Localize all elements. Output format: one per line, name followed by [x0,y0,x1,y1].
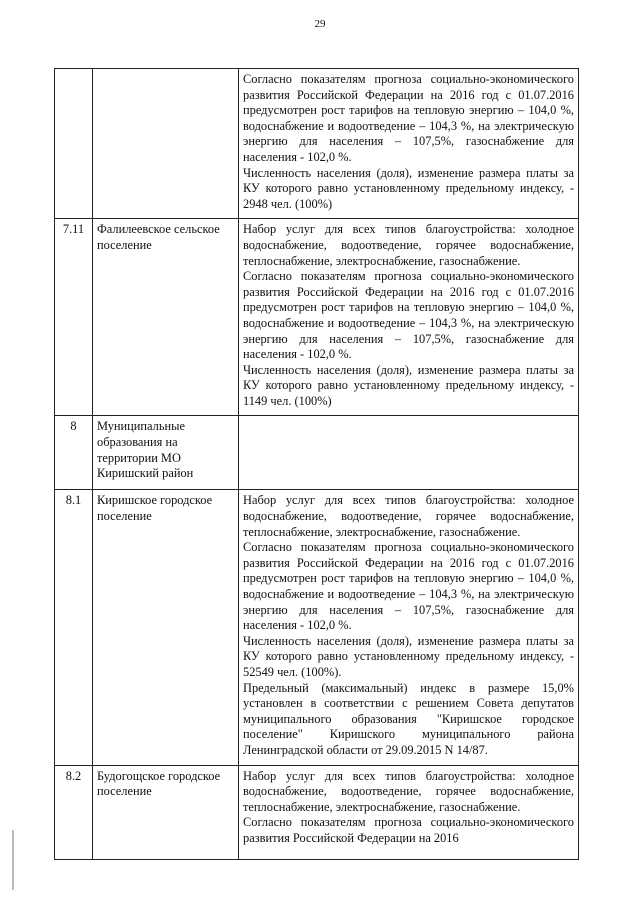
settlement-name: Фалилеевское сельское поселение [93,219,239,416]
paragraph: Согласно показателям прогноза социально-экономического развития Российской Федерации на 2016 год с 01.07.2016 предусмотрен рост тарифов на тепловую энергию – 104,0 %, водоснабжение и водоотведение – 104,3 %, на электрическую энергию для населения – 107,5%, газоснабжение для населения - 102,0 %. [243,269,574,362]
table-row [55,416,579,490]
paragraph: Согласно показателям прогноза социально-экономического развития Российской Федерации на 2016 [243,815,574,845]
row-content [239,219,579,416]
row-number: 8.1 [55,490,93,765]
paragraph: Численность населения (доля), изменение размера платы за КУ которого равно установленному предельному индексу, - 52549 чел. (100%). [243,633,574,679]
table-row [55,490,579,765]
table-row [55,219,579,416]
row-content [239,69,579,219]
scan-edge-mark [12,830,14,890]
paragraph: Набор услуг для всех типов благоустройства: холодное водоснабжение, водоотведение, горячее водоснабжение, теплоснабжение, электроснабжение, газоснабжение. [243,222,574,268]
paragraph: Набор услуг для всех типов благоустройства: холодное водоснабжение, водоотведение, горячее водоснабжение, теплоснабжение, электроснабжение, газоснабжение. [243,493,574,539]
paragraph: Согласно показателям прогноза социально-экономического развития Российской Федерации на 2016 год с 01.07.2016 предусмотрен рост тарифов на тепловую энергию – 104,0 %, водоснабжение и водоотведение – 104,3 %, на электрическую энергию для населения – 107,5%, газоснабжение для населения - 102,0 %. [243,72,574,164]
row-number [55,69,93,219]
page-number: 29 [314,18,326,30]
row-content [239,490,579,765]
row-content [239,416,579,490]
row-number: 8 [55,416,93,490]
table-row [55,765,579,859]
settlement-name: Будогощское городское поселение [93,765,239,859]
settlement-name: Муниципальные образования на территории МО Киришский район [93,416,239,490]
settlement-name [93,69,239,219]
paragraph: Численность населения (доля), изменение размера платы за КУ которого равно установленному предельному индексу, - 1149 чел. (100%) [243,362,574,408]
settlement-name: Киришское городское поселение [93,490,239,765]
paragraph: Численность населения (доля), изменение размера платы за КУ которого равно установленному предельному индексу, - 2948 чел. (100%) [243,165,574,211]
paragraph: Согласно показателям прогноза социально-экономического развития Российской Федерации на 2016 год с 01.07.2016 предусмотрен рост тарифов на тепловую энергию – 104,0 %, водоснабжение и водоотведение – 104,3 %, на электрическую энергию для населения – 107,5%, газоснабжение для населения - 102,0 %. [243,540,574,633]
table-row [55,69,579,219]
paragraph: Набор услуг для всех типов благоустройства: холодное водоснабжение, водоотведение, горячее водоснабжение, теплоснабжение, электроснабжение, газоснабжение. [243,768,574,814]
row-content [239,765,579,859]
row-number: 8.2 [55,765,93,859]
paragraph: Предельный (максимальный) индекс в размере 15,0% установлен в соответствии с решением Совета депутатов муниципального образования "Киришское городское поселение" Киришского муниципального района Ленинградской области от 29.09.2015 N 14/87. [243,680,574,757]
row-number: 7.11 [55,219,93,416]
data-table [54,68,579,860]
